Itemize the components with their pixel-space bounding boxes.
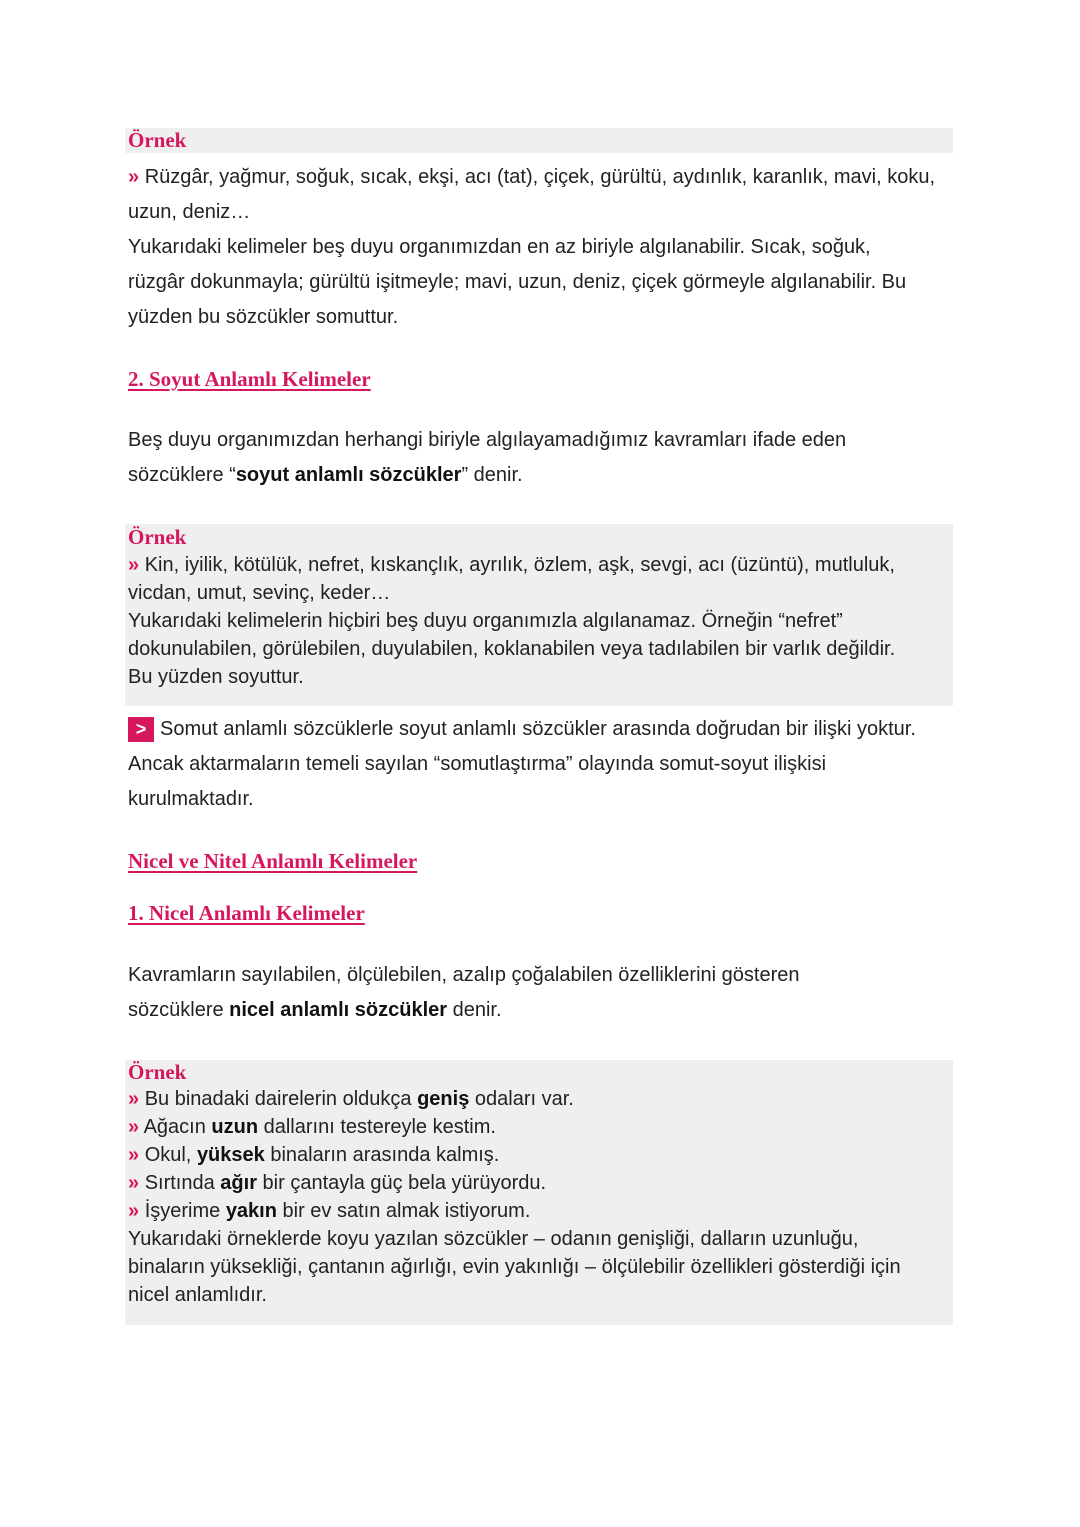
example-panel-soyut [125,524,953,706]
example-item-line: uzun, deniz… [128,201,251,223]
explanation-line: Bu yüzden soyuttur. [128,666,304,688]
key-term: geniş [417,1088,470,1110]
example-somut-body [128,160,935,335]
example-item-line: » Okul, yüksek binaların arasında kalmış. [128,1144,500,1166]
definition-line: Beş duyu organımızdan herhangi biriyle algılayamadığımız kavramları ifade eden [128,429,847,451]
bullet-icon: » [128,166,140,188]
bullet-icon: » [128,1200,140,1222]
bullet-icon: » [128,554,140,576]
explanation-line: rüzgâr dokunmayla; gürültü işitmeyle; mavi, uzun, deniz, çiçek görmeyle algılanabilir. Bu [128,271,907,293]
section-heading-nicel: 1. Nicel Anlamlı Kelimeler [128,901,365,925]
note-block [128,712,916,817]
example-item-line: » Sırtında ağır bir çantayla güç bela yürüyordu. [128,1172,547,1194]
note-line: > Somut anlamlı sözcüklerle soyut anlamlı sözcükler arasında doğrudan bir ilişki yoktur. [128,712,916,747]
explanation-line: nicel anlamlıdır. [128,1284,267,1306]
definition-line: sözcüklere nicel anlamlı sözcükler denir. [128,999,502,1021]
chevron-right-icon: > [128,717,154,742]
section-heading-soyut: 2. Soyut Anlamlı Kelimeler [128,367,371,391]
definition-line: sözcüklere “soyut anlamlı sözcükler” denir. [128,464,523,486]
example-item-line: » Bu binadaki dairelerin oldukça geniş odaları var. [128,1088,574,1110]
example-item-line: » Kin, iyilik, kötülük, nefret, kıskançlık, ayrılık, özlem, aşk, sevgi, acı (üzüntü), mutluluk, [128,554,895,576]
key-term: uzun [211,1116,259,1138]
example-item-line: » İşyerime yakın bir ev satın almak istiyorum. [128,1200,531,1222]
explanation-line: binaların yüksekliği, çantanın ağırlığı, evin yakınlığı – ölçülebilir özellikleri gösterdiği için [128,1256,901,1278]
example-label: Örnek [128,128,187,152]
example-item-line: vicdan, umut, sevinç, keder… [128,582,391,604]
explanation-line: Yukarıdaki örneklerde koyu yazılan sözcükler – odanın genişliği, dalların uzunluğu, [128,1228,859,1250]
note-line: kurulmaktadır. [128,788,254,810]
key-term: soyut anlamlı sözcükler [235,464,462,486]
note-line: Ancak aktarmaların temeli sayılan “somutlaştırma” olayında somut-soyut ilişkisi [128,753,827,775]
explanation-line: dokunulabilen, görülebilen, duyulabilen, koklanabilen veya tadılabilen bir varlık değildir. [128,638,896,660]
bullet-icon: » [128,1172,140,1194]
section-heading-nicel-nitel: Nicel ve Nitel Anlamlı Kelimeler [128,849,418,873]
bullet-icon: » [128,1116,140,1138]
example-item-line: » Ağacın uzun dallarını testereyle kestim. [128,1116,496,1138]
definition-soyut [128,423,846,493]
key-term: yakın [225,1200,277,1222]
definition-line: Kavramların sayılabilen, ölçülebilen, azalıp çoğalabilen özelliklerini gösteren [128,964,800,986]
key-term: ağır [220,1172,257,1194]
definition-nicel [128,958,799,1028]
bullet-icon: » [128,1088,140,1110]
example-item-line: » Rüzgâr, yağmur, soğuk, sıcak, ekşi, acı (tat), çiçek, gürültü, aydınlık, karanlık, mavi, koku, [128,166,935,188]
example-label: Örnek [128,1060,187,1084]
explanation-line: Yukarıdaki kelimeler beş duyu organımızdan en az biriyle algılanabilir. Sıcak, soğuk, [128,236,871,258]
key-term: nicel anlamlı sözcükler [229,999,448,1021]
bullet-icon: » [128,1144,140,1166]
example-label: Örnek [128,525,187,549]
example-label-bar [125,128,953,153]
key-term: yüksek [196,1144,265,1166]
explanation-line: Yukarıdaki kelimelerin hiçbiri beş duyu organımızla algılanamaz. Örneğin “nefret” [128,610,843,632]
example-panel-nicel [125,1060,953,1325]
explanation-line: yüzden bu sözcükler somuttur. [128,306,399,328]
